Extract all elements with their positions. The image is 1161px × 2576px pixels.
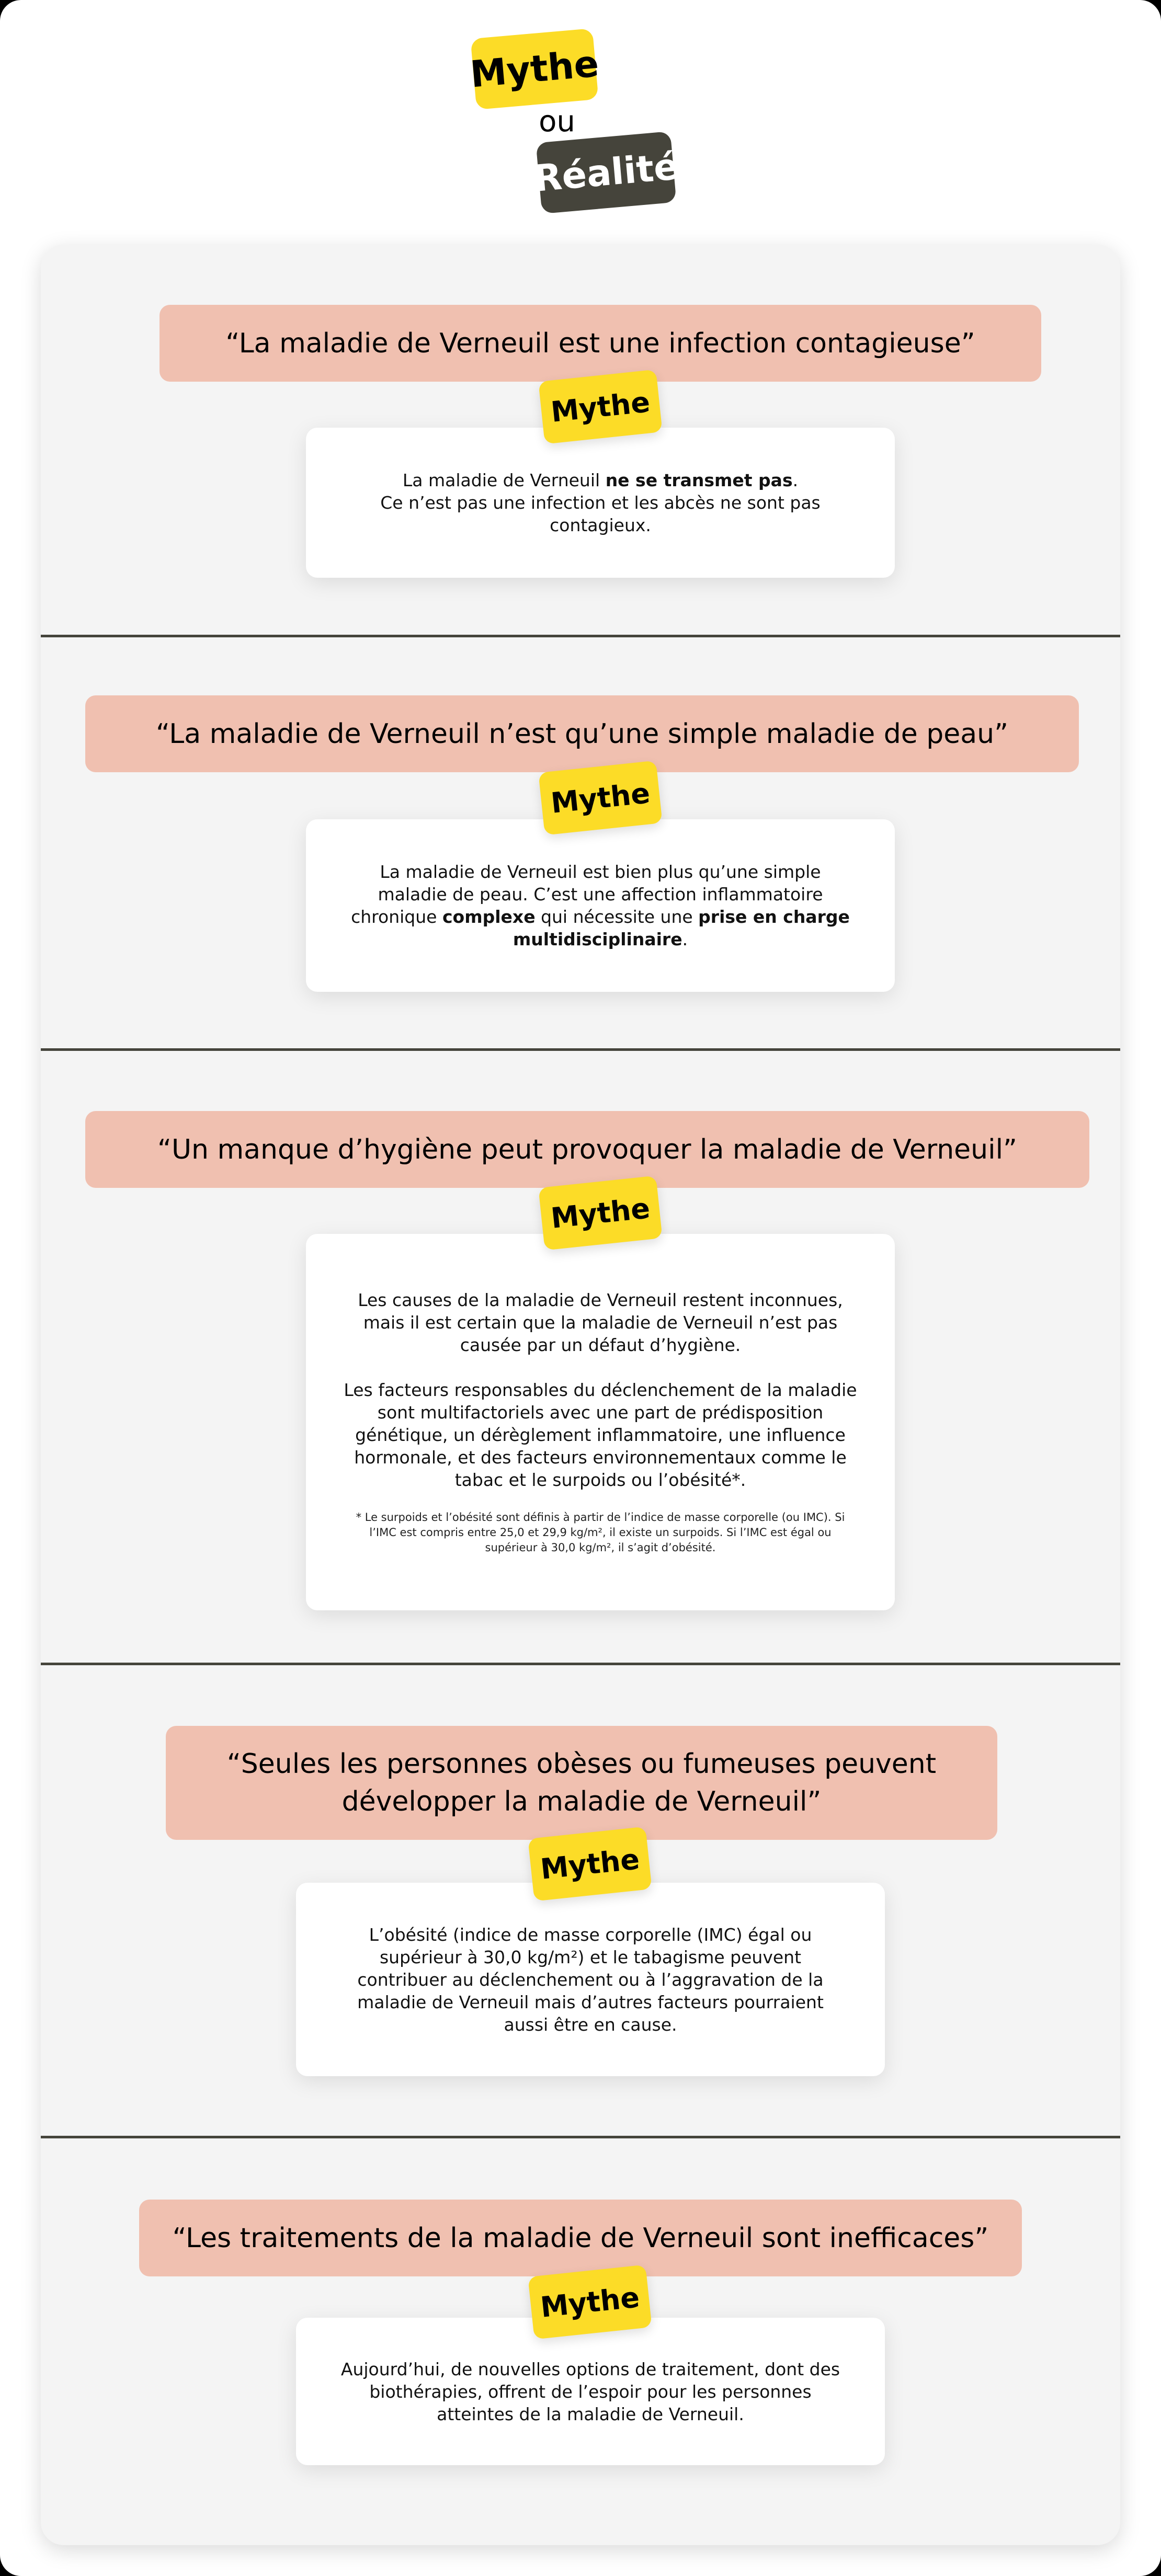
mythe-badge: Mythe bbox=[538, 1176, 662, 1251]
myth-claim: “Un manque d’hygiène peut provoquer la maladie de Verneuil” bbox=[85, 1111, 1089, 1188]
hero-header bbox=[0, 0, 1161, 230]
mythe-badge: Mythe bbox=[528, 1827, 652, 1902]
answer-text: L’obésité (indice de masse corporelle (IMC) égal ou supérieur à 30,0 kg/m²) et le tabagisme peuvent contribuer au déclenchement ou à l’aggravation de la maladie de Verneuil mais d’autres facteurs pourraient aussi être en cause. bbox=[357, 1924, 824, 2035]
answer-bold: prise en charge multidisciplinaire bbox=[513, 907, 850, 949]
myth-claim: “La maladie de Verneuil n’est qu’une simple maladie de peau” bbox=[85, 695, 1079, 772]
answer-footnote: * Le surpoids et l’obésité sont définis à partir de l’indice de masse corporelle (ou IMC). Si l’IMC est compris entre 25,0 et 29,9 kg/m², il existe un surpoids. Si l’IMC est égal ou supérieur à 30,0 kg/m², il s’agit d’obésité. bbox=[356, 1511, 845, 1554]
mythe-badge: Mythe bbox=[538, 370, 662, 444]
answer-text: . bbox=[792, 470, 799, 490]
answer-text: Aujourd’hui, de nouvelles options de traitement, dont des biothérapies, offrent de l’espoir pour les personnes atteintes de la maladie de Verneuil. bbox=[340, 2359, 840, 2424]
myth-claim: “Seules les personnes obèses ou fumeuses peuvent développer la maladie de Verneuil” bbox=[166, 1726, 997, 1840]
hero-mythe-badge: Mythe bbox=[471, 28, 599, 110]
hero-realite-badge: Réalité bbox=[536, 131, 677, 214]
myth-answer bbox=[306, 819, 895, 992]
myth-claim: “La maladie de Verneuil est une infection contagieuse” bbox=[160, 305, 1041, 382]
answer-text: La maladie de Verneuil est bien plus qu’une simple maladie de peau. C’est une affection inflammatoire chronique bbox=[351, 862, 823, 927]
myth-section-5 bbox=[41, 2138, 1120, 2545]
answer-text: Les causes de la maladie de Verneuil restent inconnues, mais il est certain que la maladie de Verneuil n’est pas causée par un défaut d’hygiène. bbox=[358, 1290, 843, 1355]
answer-text: . bbox=[682, 929, 688, 949]
answer-text: qui nécessite une bbox=[535, 907, 699, 927]
myth-section-1 bbox=[41, 245, 1120, 635]
myths-card bbox=[41, 245, 1120, 2545]
myth-section-2 bbox=[41, 637, 1120, 1048]
myth-claim: “Les traitements de la maladie de Verneuil sont inefficaces” bbox=[139, 2200, 1022, 2276]
myth-answer bbox=[296, 1883, 885, 2076]
myth-answer bbox=[306, 1234, 895, 1610]
myth-answer bbox=[306, 428, 895, 578]
mythe-badge: Mythe bbox=[538, 761, 662, 835]
hero-ou-text: ou bbox=[539, 105, 575, 139]
answer-bold: ne se transmet pas bbox=[605, 470, 793, 490]
answer-text: La maladie de Verneuil bbox=[402, 470, 606, 490]
myth-section-3 bbox=[41, 1051, 1120, 1663]
answer-text: Ce n’est pas une infection et les abcès ne sont pas contagieux. bbox=[380, 493, 821, 535]
myth-section-4 bbox=[41, 1665, 1120, 2136]
mythe-badge: Mythe bbox=[528, 2265, 652, 2340]
answer-text: Les facteurs responsables du déclenchement de la maladie sont multifactoriels avec une part de prédisposition génétique, un dérèglement inflammatoire, une influence hormonale, et des facteurs environnementaux comme le tabac et le surpoids ou l’obésité*. bbox=[344, 1380, 857, 1490]
answer-bold: complexe bbox=[442, 907, 536, 927]
myth-answer bbox=[296, 2318, 885, 2465]
